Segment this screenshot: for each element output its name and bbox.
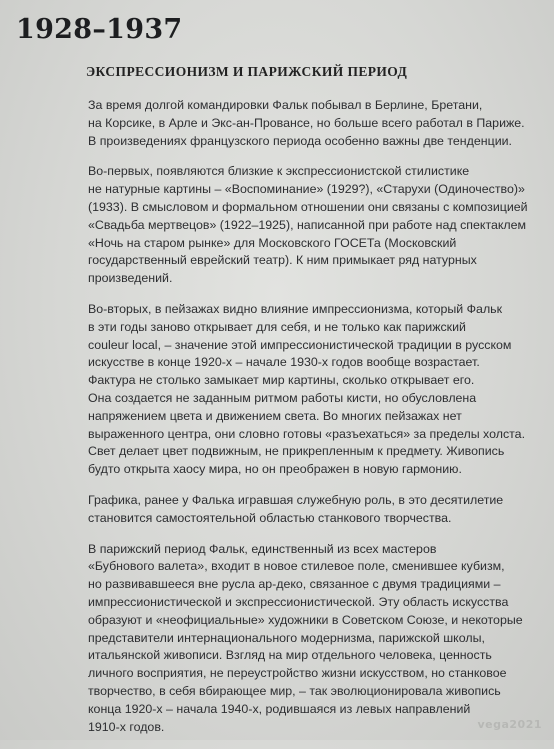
text-line: Графика, ранее у Фалька игравшая служебную роль, в это десятилетие [88,492,504,507]
text-line: В парижский период Фальк, единственный из всех мастеров [88,541,437,556]
text-line: «Ночь на старом рынке» для Московского ГОСЕТа (Московский [88,235,457,250]
section-heading: ЭКСПРЕССИОНИЗМ И ПАРИЖСКИЙ ПЕРИОД [86,64,408,79]
text-line: в эти годы заново открывает для себя, и не только как парижский [88,319,466,334]
text-line: но развивавшееся вне русла ар-деко, связанное с двумя традициями – [88,577,501,592]
text-line: представители интернационального модернизма, парижской школы, [88,630,485,645]
text-line: на Корсике, в Арле и Экс-ан-Провансе, но больше всего работал в Париже. [88,115,525,130]
text-line: произведений. [88,271,173,286]
paragraph-4 [88,492,508,528]
text-line: итальянской живописи. Взгляд на мир отдельного человека, ценность [88,648,492,663]
paragraph-2 [88,163,528,288]
text-line: «Бубнового валета», входит в новое стилевое поле, сменившее кубизм, [88,559,505,574]
text-line: личного восприятия, не переустройство жизни искусством, но станковое [88,666,507,681]
text-line: Свет делает цвет подвижным, не прикрепленным к предмету. Живопись [88,444,505,459]
text-line: творчество, в себя вбирающее мир, – так эволюционировала живопись [88,683,501,698]
text-line: (1933). В смысловом и формальном отношении они связаны с композицией [88,199,528,214]
text-line: государственный еврейский театр). К ним примыкает ряд натурных [88,253,477,268]
text-line: не натурные картины – «Воспоминание» (1929?), «Старухи (Одиночество)» [88,182,525,197]
text-line: напряжением цвета и движением света. Во многих пейзажах нет [88,408,462,423]
page-title-years: 1928–1937 [16,14,183,45]
photo-watermark: vega2021 [477,718,542,731]
text-line: Во-вторых, в пейзажах видно влияние импрессионизма, который Фальк [88,301,503,316]
text-line: искусстве в конце 1920-х – начале 1930-х годов вообще возрастает. [88,355,480,370]
text-line: конца 1920-х – начала 1940-х, родившаяся из левых направлений [88,701,471,716]
text-line: За время долгой командировки Фальк побывал в Берлине, Бретани, [88,98,483,112]
text-line: couleur local, – значение этой импрессионистической традиции в русском [88,337,512,352]
text-line: В произведениях французского периода особенно важны две тенденции. [88,133,512,148]
text-line: «Свадьба мертвецов» (1922–1925), написанной при работе над спектаклем [88,217,527,232]
text-line: образуют и «неофициальные» художники в Советском Союзе, и некоторые [88,612,523,627]
text-line: 1910-х годов. [88,719,165,734]
text-line: Во-первых, появляются близкие к экспрессионистской стилистике [88,164,470,179]
paragraph-1 [88,97,525,150]
text-line: выраженного центра, они словно готовы «разъехаться» за пределы холста. [88,426,526,441]
text-line: Фактура не столько замыкает мир картины, сколько открывает его. [88,373,475,388]
text-line: Она создается не заданным ритмом работы кисти, но обусловлена [88,390,477,405]
text-line: становится самостоятельной областью станкового творчества. [88,510,452,525]
text-line: будто открыта хаосу мира, но он преображен в новую гармонию. [88,462,462,477]
paragraph-3 [88,301,526,479]
text-line: импрессионистической и экспрессионистической. Эту область искусства [88,594,509,609]
